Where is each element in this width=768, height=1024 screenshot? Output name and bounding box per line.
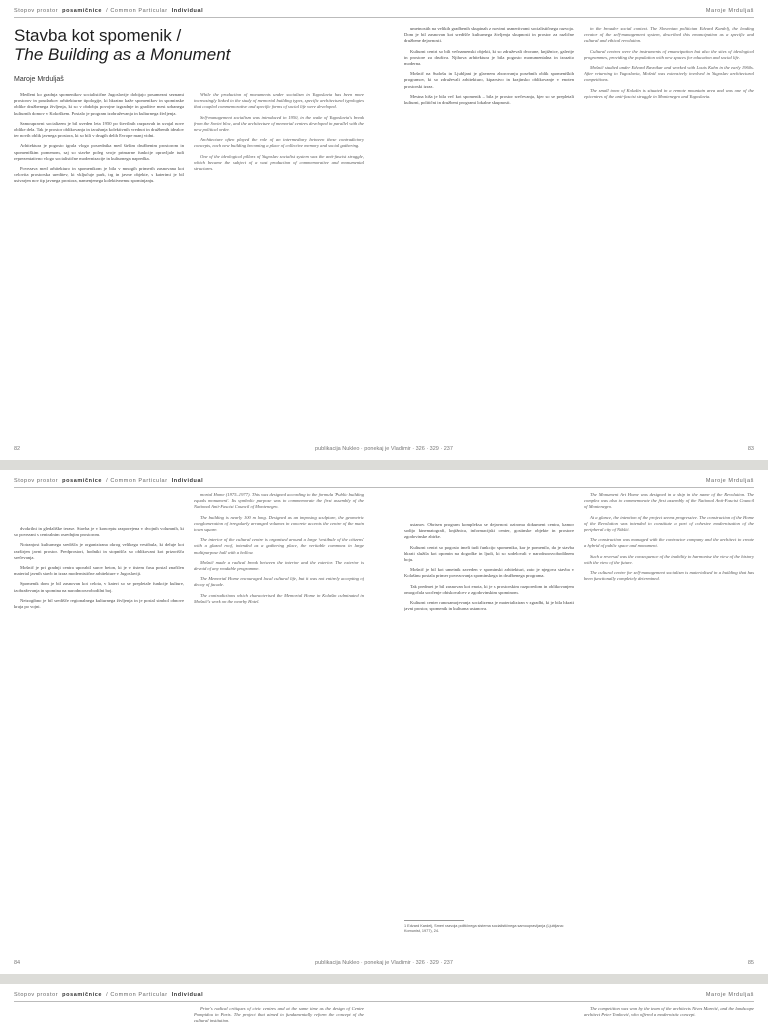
paragraph: Kulturni center ranosamojevanja socializema je materializiran v zgradbi, ki je bila hkrati javni prostor, spomenik in kulturna ustanova. — [404, 600, 574, 612]
text-column-english-2 — [584, 26, 754, 432]
paragraph: The interior of the cultural centre is organised around a large 'vestibule of the citizens' with a glazed roof, intended as a gathering place, the veritable commons in large multipurpose hall with a hollow. — [194, 537, 364, 555]
paragraph: Architecture often played the role of an intermediary between these contradictory concepts, each new building becoming a place of collective memory and social gathering. — [194, 137, 364, 149]
paragraph: While the production of monuments under socialism in Yugoslavia has been more increasingly linked to the study of memorial building types, specific architectural typologies that coupled commemorative and specific forms of social life were developed. — [194, 92, 364, 110]
header-part: Stopov prostor — [14, 8, 59, 14]
paragraph: Mošnič je pri gradnji centra uporabil surov beton, ki je v tistem času postal značilen material javnih stavb in izraz modernistične arhitekture v Jugoslaviji. — [14, 565, 184, 577]
page-number: 83 — [747, 446, 754, 452]
text-column-slovene-1 — [14, 526, 184, 946]
text-column-english-1 — [194, 92, 364, 432]
running-header — [14, 476, 754, 486]
paragraph: At a glance, the intention of the project seems progressive. The construction of the Home of the Revolution was intended to constitute a part of cohesive modernisation of the peripheral city of Nikšić. — [584, 514, 754, 533]
paragraph: Kulturni centri so bili večnamenski objekti, ki so združevali dvorane, knjižnice, galerije in prostore za društva. Njihova arhitektura je bila pogosto monumentalna in izrazito moderna. — [404, 48, 574, 67]
text-column-english-1 — [194, 1006, 364, 1024]
paragraph: Mošnič je bil kot umetnik zaveden v spominski arhitekturi, zato je njegova stavba v Kolašinu postala primer povezovanja spominskega in družbenega programa. — [404, 567, 574, 579]
paragraph: Arhitektura je pogosto igrala vlogo posrednika med širšim družbenim prostorom in spomeniškim pomenom, saj so stavbe poleg svoje primarne funkcije opravljale tudi reprezentativno vlogo socialistične modernizacije in kulturnega napredka. — [14, 143, 184, 161]
paragraph: Prior's radical critiques of civic centres and at the same time as the design of Centre Pompidou in Paris. The project that aimed to fundamentally reform the concept of the cultural institution. — [194, 1006, 364, 1024]
page-number: 84 — [14, 960, 21, 966]
page-number: 82 — [14, 446, 21, 452]
header-part: / Common Particular — [106, 992, 168, 998]
paragraph: Mošnič made a radical break between the interior and the exterior. The exterior is devoid of any readable programme. — [194, 559, 364, 572]
page-number: 85 — [747, 960, 754, 966]
text-column-slovene-2 — [404, 522, 574, 914]
header-part: Stopov prostor — [14, 478, 59, 484]
running-header — [14, 990, 754, 1000]
header-part: posamičnice — [62, 478, 103, 484]
paragraph: Cultural centres were the instruments of emancipation but also the sites of ideological programmes, providing the population with new spaces for education and social life. — [584, 48, 754, 60]
page-spread-3 — [0, 984, 768, 1024]
paragraph: The cultural centre for self-management socialism is materialised in a building that has been functionally completely determined. — [584, 570, 754, 582]
paragraph: The construction was managed with the contractor company and the architect to create a hybrid of public space and monument. — [584, 537, 754, 549]
text-column-english-2 — [584, 1006, 754, 1024]
text-column-english-2 — [584, 492, 754, 946]
header-author: Maroje Mrduljaš — [705, 8, 754, 14]
header-part: Individual — [171, 8, 204, 14]
paragraph: Povezava med arhitekturo in spomenikom je bila v mnogih primerih zasnovana kot celovita prostorska ureditev, ki vključuje park, trg in javne objekte, s katerimi je bil ustvarjen nov tip javnega prostora, namenjenega kolektivnemu spominjanju. — [14, 166, 184, 184]
paragraph: Mošnič studied under Edvard Ravnikar and worked with Louis Kahn in the early 1960s. After returning to Yugoslavia, Mošnič was extensively involved in Yugoslav architectural competitions. — [584, 65, 754, 83]
footer-info: publikacija Nukleo · ponekaj je Vladimir · 326 · 329 · 237 — [315, 960, 453, 966]
header-part: Individual — [171, 992, 204, 998]
paragraph: The competition was won by the team of the architects Nives Maretić, and the landscape architect Peter Tonković, who offered a modernistic concept. — [584, 1006, 754, 1018]
running-header — [14, 6, 754, 16]
paragraph: mortal Home (1975–1977). This was designed according to the formula 'Public building equals monument'. Its symbolic purpose was to commemorate the first assembly of the National Anti-Fascist Council of Montenegro. — [194, 492, 364, 510]
paragraph: The building is nearly 100 m long. Designed as an imposing sculpture, the geometric conglomeration of irregularly arranged volumes in concrete accents the centre of the main town square. — [194, 514, 364, 533]
paragraph: Kulturni centri so pogosto imeli tudi funkcijo spomenika, kar je pomenilo, da je stavba hkrati služila kot opomin na dogodke in ljudi, ki so sodelovali v narodnoosvobodilnem boju. — [404, 544, 574, 563]
title-english: The Building as a Monument — [14, 45, 231, 64]
footer-info: publikacija Nukleo · ponekaj je Vladimir · 326 · 329 · 237 — [315, 446, 453, 452]
paragraph: Neizogibno je bil središče regionalnega kulturnega življenja in je postal simbol obnove kraja po vojni. — [14, 597, 184, 610]
title-slovene: Stavba kot spomenik / — [14, 26, 182, 45]
paragraph: Notranjost kulturnega središča je organizirana okrog velikega vestibula, ki deluje kot razširjen javni prostor. Predprostori, hodniki in stopnišča so oblikovani kot prizorišča srečevanja. — [14, 542, 184, 560]
page-spread-1 — [0, 0, 768, 460]
footnote-rule — [404, 920, 464, 921]
header-part: / Common Particular — [106, 478, 168, 484]
footnote: 1 Edvard Kardelj, Smeri razvoja političnega sistema socialističnega samoupravljanja (Ljubljana: Komunist, 1977), 24. — [404, 924, 564, 933]
page-footer — [14, 444, 754, 454]
header-part: Stopov prostor — [14, 992, 59, 998]
paragraph: Samoupravni socializem je bil uveden leta 1950 po številnih razpravah in uvajal nove oblike dela. Tak je prostor oblikovanja in izražanja kolektivnih vrednot in družbenih idealov ter novih oblik javnega prostora, ki so bili v drugih delih Evrope manj vidni. — [14, 120, 184, 139]
header-part: posamičnice — [62, 992, 103, 998]
spread-divider — [0, 974, 768, 984]
paragraph: dvokrilni in gledališke terase. Stavba je v konceptu razporejena v dvojnih volumnih, ki so povezani s centralnim osrednjim prostorom. — [14, 526, 184, 538]
paragraph: Self-management socialism was introduced in 1950, in the wake of Yugoslavia's break from the Soviet bloc, and the architecture of memorial centres developed in parallel with the new political order. — [194, 114, 364, 133]
paragraph: Mestna hiša je bila več kot spomenik – bila je prostor srečevanja, kjer so se prepletali kulturni, politični in družbeni programi lokalne skupnosti. — [404, 93, 574, 106]
paragraph: Mošnič na Sudošu in Ljubljani je glavnem zborovanju posebnih oblik spomeniških programov, ki so združevali arhitekturo, kiparstvo in krajinsko oblikovanje v enoten prostorski izraz. — [404, 71, 574, 89]
text-column-english-1 — [194, 492, 364, 946]
header-part: / Common Particular — [106, 8, 168, 14]
header-rule — [14, 17, 754, 18]
spread-divider — [0, 460, 768, 470]
paragraph: The Memorial Home encouraged local cultural life, but it was not entirely accepting of decay of facade. — [194, 576, 364, 588]
paragraph: umetnostih na velikih gradbenih skupinah z novimi usmeritvami socialističnega razvoja. Dom je bil zasnovan kot središče kulturnega življenja skupnosti in prostor za različne družbene dejavnosti. — [404, 26, 574, 44]
paragraph: Spomenik dom je bil zasnovan kot celota, v kateri so se prepletale funkcije kulture, izobraževanja in spomina na narodnoosvobodilni boj. — [14, 581, 184, 593]
paragraph: in the broader social context. The Slovenian politician Edvard Kardelj, the leading creator of the self-management system, described this emancipation as a specific and cultural and ethical revolution. — [584, 26, 754, 44]
author-byline: Maroje Mrduljaš — [14, 76, 64, 83]
paragraph: Such a reversal was the consequence of the inability to harmonise the view of the history with the view of the future. — [584, 553, 754, 565]
header-rule — [14, 1001, 754, 1002]
paragraph: Tak predmet je bil zasnovan kot enota, ki je s prostorskim razporedom in oblikovanjem omogočala soočenje obiskovalcev z zgodovinskim spominom. — [404, 583, 574, 595]
header-part: posamičnice — [62, 8, 103, 14]
article-title — [14, 26, 374, 64]
paragraph: ustanov. Obrisen program kompleksa se dejavnost oziroma dokument centra, kamor sodijo kinematografi, knjižnica, informacijski center, gostinske objekte in prostore zgodovinske zbirke. — [404, 522, 574, 540]
paragraph: The small town of Kolašin is situated in a remote mountain area and was one of the epicentres of the anti-fascist struggle in Montenegro and Yugoslavia. — [584, 87, 754, 99]
text-column-slovene-1 — [14, 92, 184, 432]
header-author: Maroje Mrduljaš — [705, 992, 754, 998]
page-footer — [14, 958, 754, 968]
text-column-slovene-2 — [404, 26, 574, 432]
header-author: Maroje Mrduljaš — [705, 478, 754, 484]
page-spread-2 — [0, 470, 768, 974]
paragraph: One of the ideological pillars of Yugoslav socialist system was the anti-fascist struggle, which became the subject of a vast production of commemorative and monumental structures. — [194, 153, 364, 172]
paragraph: Medleni ko gradnja spomenikov socialistične Jugoslavije dobijajo posamezni seznami prostorov in poudarkov arhitekturne tipologije, ki hkratno kaže spomenikov in spominske oblike družbenega življenja, ki so v obdobju povojne izgradnje in graditve mest urbanega kulturnih domov v Kokoškem. Postalo je program izobraževanja in kulturnega življenja. — [14, 92, 184, 116]
header-rule — [14, 487, 754, 488]
paragraph: The contradictions which characterised the Memorial Home in Kolašin culminated in Mošnič's work on the nearby Hotel. — [194, 592, 364, 604]
paragraph: The Monument Art Home was designed in a ship in the name of the Revolution. The complex was also to commemorate the first assembly of the National Anti-Fascist Council of Montenegro. — [584, 492, 754, 510]
header-part: Individual — [171, 478, 204, 484]
